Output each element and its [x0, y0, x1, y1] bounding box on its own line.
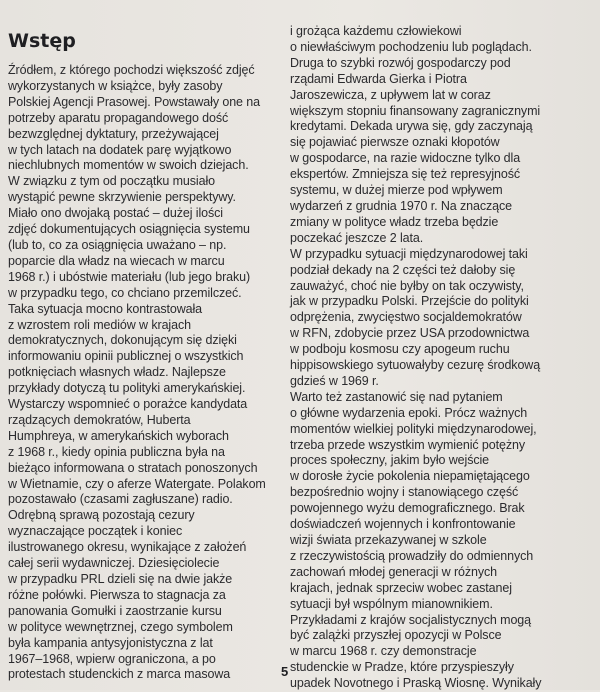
- text-line: (lub to, co za osiągnięcia uważano – np.: [8, 237, 227, 252]
- text-line: wizji świata przekazywanej w szkole: [290, 533, 487, 547]
- text-line: zachowań młodej generacji w różnych: [290, 564, 498, 579]
- text-line: pozostawało (czasami zagłuszane) radio.: [8, 492, 233, 507]
- text-line: W przypadku sytuacji międzynarodowej taki: [290, 246, 528, 261]
- text-line: była kampania antysyjonistyczna z lat: [8, 635, 213, 650]
- text-line: W związku z tym od początku musiało: [8, 174, 215, 189]
- text-line: jak w przypadku Polski. Przejście do polityki: [290, 294, 529, 309]
- text-line: w gospodarce, na razie widoczne tylko dla: [290, 151, 521, 166]
- text-line: bieżąco informowana o stratach ponoszonych: [8, 460, 258, 475]
- text-line: wyznaczające początek i koniec: [8, 524, 183, 539]
- text-line: wykorzystanych w książce, były zasoby: [8, 78, 223, 93]
- text-line: poczekać jeszcze 2 lata.: [290, 230, 424, 245]
- text-line: w RFN, zdobycie przez USA przodownictwa: [290, 326, 530, 341]
- text-line: większym stopniu finansowany zagranicznymi: [290, 103, 541, 118]
- text-line: w marcu 1968 r. czy demonstracje: [290, 644, 477, 659]
- text-line: w przypadku tego, co chciano przemilczeć.: [8, 285, 242, 300]
- text-line: studenckie w Pradze, które przyspieszyły: [290, 660, 514, 675]
- text-line: zmiany w polityce władz trzeba będzie: [290, 214, 499, 229]
- text-line: upadek Novotnego i Praską Wiosnę. Wynikały: [290, 676, 542, 691]
- text-line: bezpośrednio wojny i stanowiącego część: [290, 485, 519, 500]
- text-line: wystąpić pewne skrzywienie perspektywy.: [8, 190, 236, 205]
- text-line: w podboju kosmosu czy apogeum ruchu: [290, 342, 510, 357]
- text-line: podział dekady na 2 części też dałoby się: [290, 262, 516, 277]
- text-line: powojennego wyżu demograficznego. Brak: [290, 501, 525, 516]
- text-line: w tych latach na dodatek parę wyjątkowo: [8, 142, 232, 157]
- text-line: w dorosłe życie pokolenia niepamiętającego: [290, 469, 530, 484]
- text-line: Odrębną sprawą pozostają cezury: [8, 508, 195, 523]
- text-line: z rzeczywistością prowadziły do odmiennych: [290, 548, 534, 563]
- text-line: wydarzeń z grudnia 1970 r. Na znaczące: [290, 198, 513, 213]
- text-line: momentów wielkiej polityki międzynarodowej,: [290, 421, 537, 436]
- text-line: Wystarczy wspomnieć o porażce kandydata: [8, 397, 248, 412]
- text-line: Źródłem, z którego pochodzi większość zdjęć: [8, 63, 255, 77]
- text-line: trzeba przede wszystkim wymienić potężny: [290, 437, 525, 452]
- text-line: panowania Gomułki i zaostrzanie kursu: [8, 603, 222, 618]
- text-line: ilustrowanego okresu, wynikające z założeń: [8, 540, 247, 555]
- text-line: bezwzględnej dyktatury, przeżywającej: [8, 126, 219, 141]
- text-line: w przypadku PRL dzieli się na dwie jakże: [8, 572, 233, 586]
- text-line: całej serii wydawniczej. Dziesięciolecie: [8, 556, 220, 571]
- text-line: krajach, jednak sprzeciw wobec zastanej: [290, 580, 512, 595]
- text-line: odprężenia, zwycięstwo socjaldemokratów: [290, 310, 522, 325]
- text-line: rządzących demokratów, Huberta: [8, 412, 191, 427]
- text-line: Taka sytuacja mocno kontrastowała: [8, 301, 203, 316]
- text-line: być zalążki przyszłej opozycji w Polsce: [290, 628, 502, 643]
- text-line: potrzeby aparatu propagandowego dość: [8, 110, 229, 125]
- text-line: różne połówki. Pierwsza to stagnacja za: [8, 587, 226, 602]
- text-line: protestach studenckich z marca masowa: [8, 667, 231, 682]
- text-line: hippisowskiego sytuowałyby cezurę środkową: [290, 358, 541, 373]
- text-line: ekspertów. Zmniejsza się też represyjność: [290, 167, 521, 182]
- text-line: rządami Edwarda Gierka i Piotra: [290, 71, 467, 86]
- text-line: Warto też zastanowić się nad pytaniem: [290, 389, 503, 404]
- page-number: 5: [281, 664, 289, 679]
- right-text-column: [290, 24, 592, 692]
- text-line: w polityce wewnętrznej, czego symbolem: [8, 619, 233, 634]
- text-line: Przykładami z krajów socjalistycznych mogą: [290, 612, 532, 627]
- text-line: się pojawiać pierwsze oznaki kłopotów: [290, 135, 500, 150]
- text-line: zauważyć, choć nie byłby on tak oczywisty,: [290, 278, 524, 293]
- text-line: z wzrostem roli mediów w krajach: [8, 317, 191, 332]
- text-line: demokratycznych, dokonującym się dzięki: [8, 333, 237, 348]
- text-line: poparcie dla władz na wiecach w marcu: [8, 253, 225, 268]
- text-line: Druga to szybki rozwój gospodarczy pod: [290, 55, 511, 70]
- text-line: Jaroszewicza, z upływem lat w coraz: [290, 87, 491, 102]
- text-line: w Wietnamie, czy o aferze Watergate. Polakom: [8, 476, 266, 491]
- text-line: Humphreya, w amerykańskich wyborach: [8, 428, 229, 443]
- text-line: z 1968 r., kiedy opinia publiczna była na: [8, 444, 225, 459]
- text-line: zdjęć dokumentujących osiągnięcia systemu: [8, 222, 250, 237]
- text-line: informowaniu opinii publicznej o wszystkich: [8, 349, 244, 364]
- text-line: niechlubnych momentów w swoich dziejach.: [8, 158, 249, 173]
- text-line: systemu, w dużej mierze pod wpływem: [290, 183, 503, 198]
- text-line: kredytami. Dekada urywa się, gdy zaczynają: [290, 119, 533, 134]
- text-line: i grożąca każdemu człowiekowi: [290, 24, 462, 38]
- text-line: sytuacji był wspólnym mianownikiem.: [290, 596, 493, 611]
- text-line: przykłady dotyczą tu polityki amerykańskiej.: [8, 381, 246, 396]
- text-line: gdzieś w 1969 r.: [290, 373, 379, 388]
- left-text-column: [8, 63, 289, 683]
- text-line: o niewłaściwym pochodzeniu lub poglądach.: [290, 39, 532, 54]
- text-line: proces społeczny, jakim było wejście: [290, 453, 490, 468]
- text-line: 1968 r.) i ubóstwie materiału (lub jego braku): [8, 269, 251, 284]
- text-line: o główne wydarzenia epoki. Prócz ważnych: [290, 405, 528, 420]
- text-line: 1967–1968, wpierw ograniczona, a po: [8, 651, 216, 666]
- text-line: potknięciach własnych władz. Najlepsze: [8, 365, 226, 380]
- text-line: doświadczeń wojennych i konfrontowanie: [290, 517, 516, 532]
- text-line: Miało ono dwojaką postać – dużej ilości: [8, 206, 223, 221]
- text-line: Polskiej Agencji Prasowej. Powstawały one na: [8, 94, 260, 109]
- section-heading: Wstęp: [8, 30, 76, 52]
